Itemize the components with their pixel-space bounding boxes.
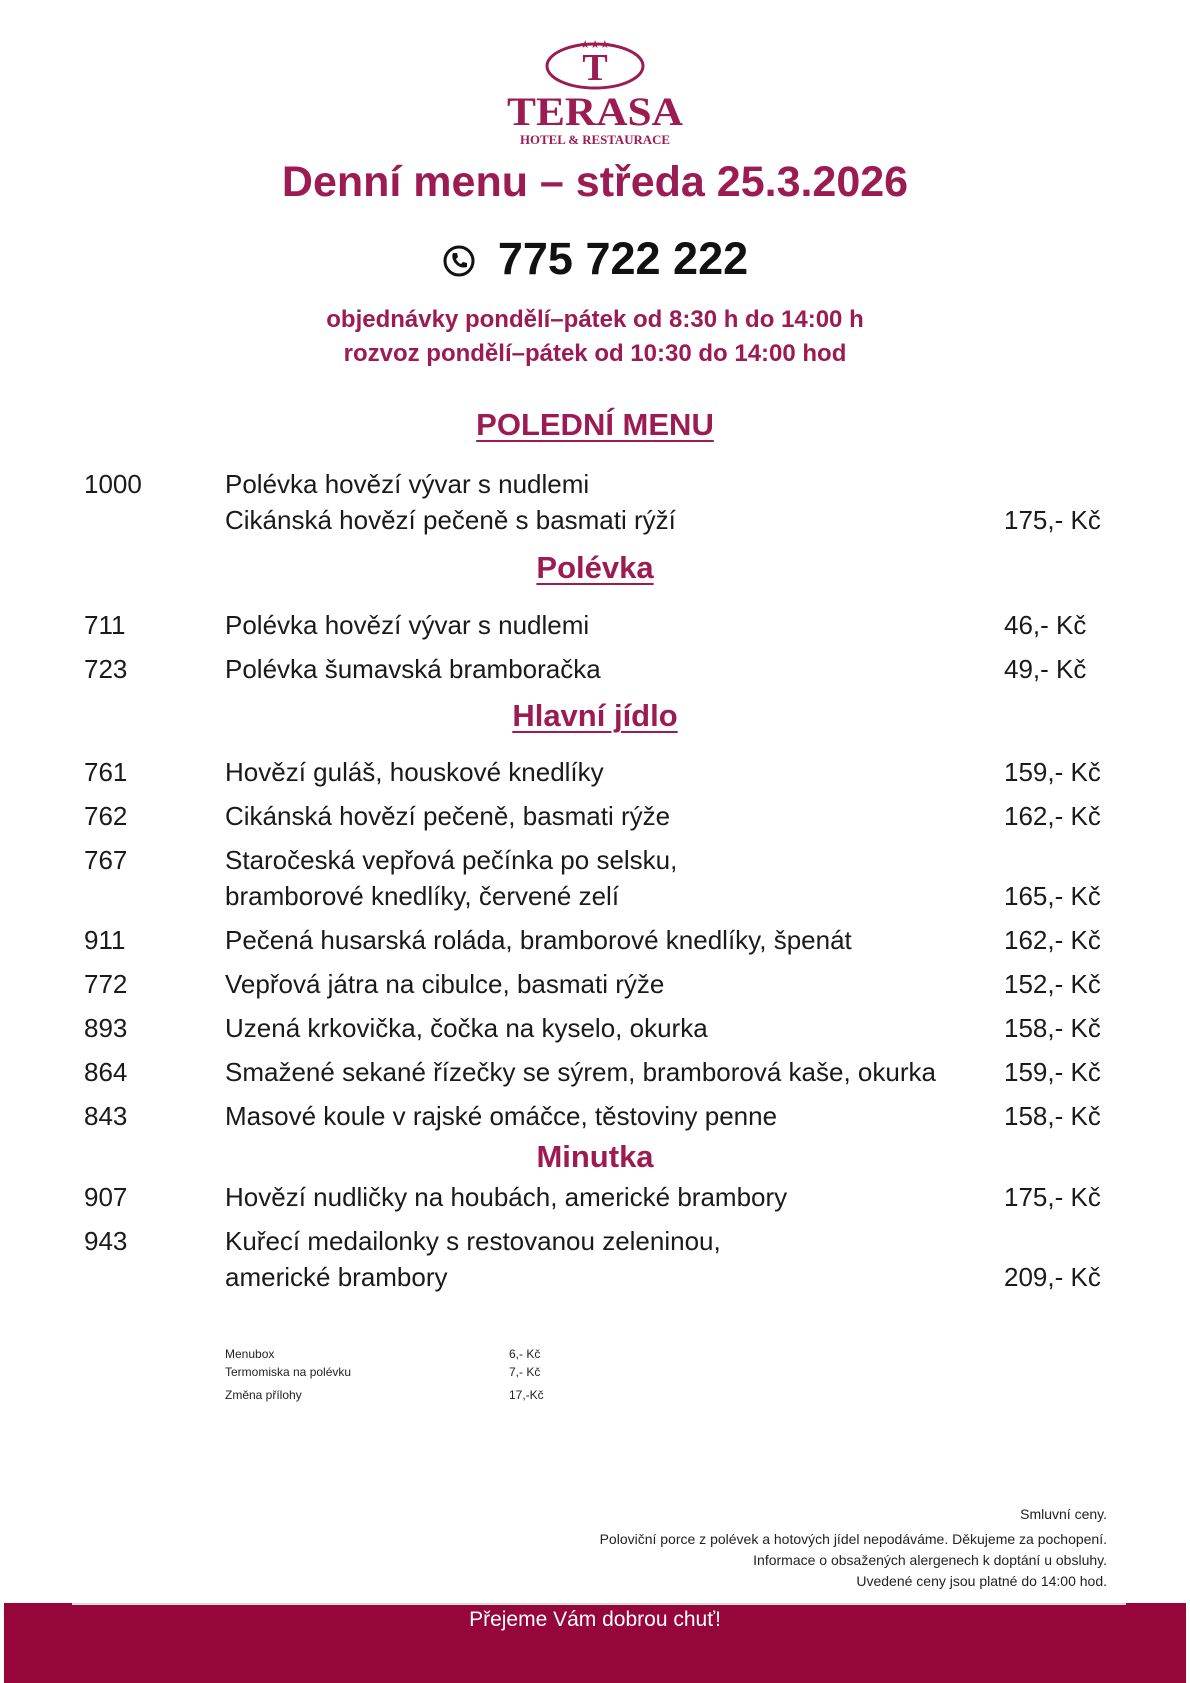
item-code: 843 <box>84 1101 128 1131</box>
extra-label: Menubox <box>225 1347 275 1361</box>
menu-item <box>0 842 1190 912</box>
item-code: 772 <box>84 969 128 999</box>
logo-name: TERASA <box>507 89 684 134</box>
item-name: Kuřecí medailonky s restovanou zeleninou, americké brambory <box>225 1226 721 1292</box>
item-code: 762 <box>84 801 128 831</box>
item-name: Polévka šumavská bramboračka <box>225 654 601 684</box>
item-price: 175,- Kč <box>1004 505 1101 535</box>
extra-price: 17,-Kč <box>509 1388 544 1402</box>
item-code: 864 <box>84 1057 128 1087</box>
footer-divider <box>72 1603 1126 1605</box>
item-price: 158,- Kč <box>1004 1101 1101 1131</box>
item-code: 1000 <box>84 469 142 499</box>
phone-number: 775 722 222 <box>497 233 749 284</box>
phone-row <box>0 233 1190 285</box>
item-price: 162,- Kč <box>1004 925 1101 955</box>
menu-item <box>0 466 1190 536</box>
item-code: 943 <box>84 1226 128 1256</box>
item-code: 761 <box>84 757 128 787</box>
item-price: 152,- Kč <box>1004 969 1101 999</box>
section-poledni-menu: POLEDNÍ MENU <box>476 407 714 442</box>
extra-label: Termomiska na polévku <box>225 1365 352 1379</box>
item-code: 911 <box>84 925 126 955</box>
item-name: Staročeská vepřová pečínka po selsku, bramborové knedlíky, červené zelí <box>225 845 678 911</box>
extra-price: 6,- Kč <box>509 1347 541 1361</box>
item-code: 711 <box>84 610 126 640</box>
phone-icon <box>442 244 476 278</box>
item-name: Vepřová játra na cibulce, basmati rýže <box>225 969 665 999</box>
item-name: Polévka hovězí vývar s nudlemi Cikánská hovězí pečeně s basmati rýží <box>225 469 676 535</box>
order-hours: objednávky pondělí–pátek od 8:30 h do 14:00 h <box>326 306 864 333</box>
delivery-hours: rozvoz pondělí–pátek od 10:30 do 14:00 hod <box>343 340 847 367</box>
item-price: 165,- Kč <box>1004 881 1101 911</box>
note-allergens: Informace o obsažených alergenech k doptání u obsluhy. <box>753 1552 1107 1568</box>
item-price: 175,- Kč <box>1004 1182 1101 1212</box>
logo-stars: ★★★ <box>580 38 610 51</box>
menu-item <box>0 1223 1190 1293</box>
item-price: 159,- Kč <box>1004 757 1101 787</box>
item-name: Hovězí nudličky na houbách, americké brambory <box>225 1182 788 1212</box>
item-code: 767 <box>84 845 128 875</box>
item-name: Masové koule v rajské omáčce, těstoviny penne <box>225 1101 778 1131</box>
item-name: Pečená husarská roláda, bramborové knedlíky, špenát <box>225 925 852 955</box>
item-code: 907 <box>84 1182 128 1212</box>
terasa-logo <box>495 36 695 152</box>
logo-monogram: T <box>582 47 608 89</box>
item-code: 723 <box>84 654 128 684</box>
section-minutka: Minutka <box>536 1139 654 1174</box>
item-name: Cikánská hovězí pečeně, basmati rýže <box>225 801 671 831</box>
item-price: 209,- Kč <box>1004 1262 1101 1292</box>
item-price: 158,- Kč <box>1004 1013 1101 1043</box>
item-name: Hovězí guláš, houskové knedlíky <box>225 757 604 787</box>
item-price: 46,- Kč <box>1004 610 1087 640</box>
section-polevka: Polévka <box>536 550 654 585</box>
item-name: Smažené sekané řízečky se sýrem, bramborová kaše, okurka <box>225 1057 936 1087</box>
item-name: Polévka hovězí vývar s nudlemi <box>225 610 590 640</box>
note-half-portions: Poloviční porce z polévek a hotových jídel nepodáváme. Děkujeme za pochopení. <box>599 1531 1107 1547</box>
note-contract-prices: Smluvní ceny. <box>1020 1506 1107 1522</box>
extra-label: Změna přílohy <box>225 1388 302 1402</box>
item-name: Uzená krkovička, čočka na kyselo, okurka <box>225 1013 708 1043</box>
item-price: 159,- Kč <box>1004 1057 1101 1087</box>
extra-price: 7,- Kč <box>509 1365 541 1379</box>
item-code: 893 <box>84 1013 128 1043</box>
item-price: 162,- Kč <box>1004 801 1101 831</box>
note-price-validity: Uvedené ceny jsou platné do 14:00 hod. <box>856 1573 1107 1589</box>
footer-banner <box>4 1603 1186 1683</box>
page-title: Denní menu – středa 25.3.2026 <box>281 158 909 206</box>
item-price: 49,- Kč <box>1004 654 1087 684</box>
footer-text: Přejeme Vám dobrou chuť! <box>469 1608 721 1631</box>
section-hlavni-jidlo: Hlavní jídlo <box>512 698 678 733</box>
logo-subtitle: HOTEL & RESTAURACE <box>520 132 670 147</box>
